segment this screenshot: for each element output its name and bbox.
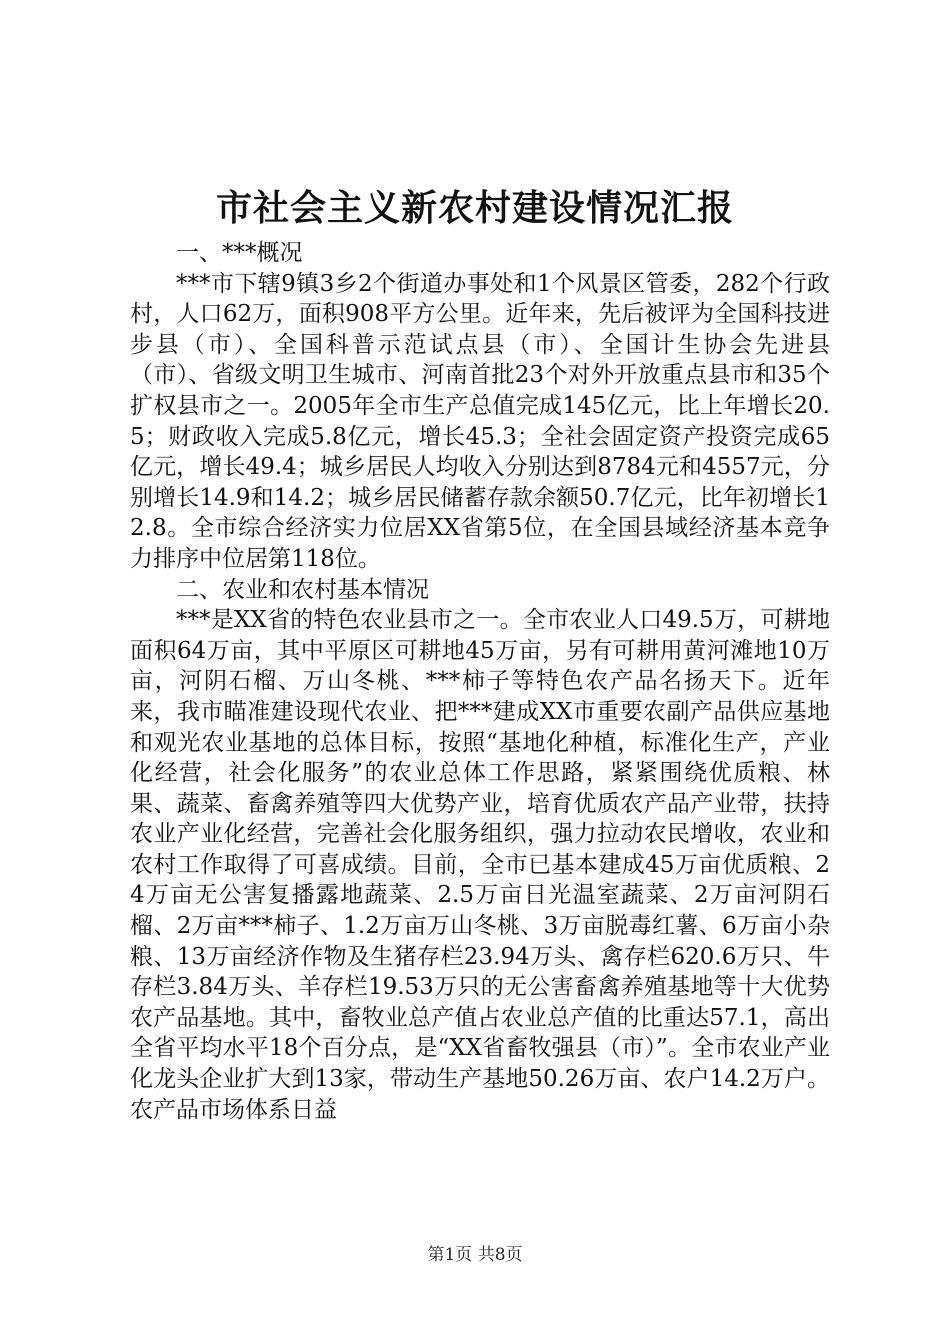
paragraph-overview: ***市下辖9镇3乡2个街道办事处和1个风景区管委，282个行政村，人口62万，面积908平方公里。近年来，先后被评为全国科技进步县（市）、全国科普示范试点县（市）、全国计生协会先进县（市）、省级文明卫生城市、河南首批23个对外开放重点县市和35个扩权县市之一。2005年全市生产总值完成145亿元，比上年增长20.5；财政收入完成5.8亿元，增长45.3；全社会固定资产投资完成65亿元，增长49.4；城乡居民人均收入分别达到8784元和4557元，分别增长14.9和14.2；城乡居民储蓄存款余额50.7亿元，比年初增长12.8。全市综合经济实力位居XX省第5位，在全国县域经济基本竞争力排序中位居第118位。 xyxy=(130,270,830,572)
page-number-footer: 第1页 共8页 xyxy=(427,1245,523,1265)
document-title: 市社会主义新农村建设情况汇报 xyxy=(215,187,734,229)
paragraph-agriculture: ***是XX省的特色农业县市之一。全市农业人口49.5万，可耕地面积64万亩，其中平原区可耕地45万亩，另有可耕用黄河滩地10万亩，河阴石榴、万山冬桃、***柿子等特色农产品名扬天下。近年来，我市瞄准建设现代农业、把***建成XX市重要农副产品供应基地和观光农业基地的总体目标，按照“基地化种植，标准化生产，产业化经营，社会化服务”的农业总体工作思路，紧紧围绕优质粮、林果、蔬菜、畜禽养殖等四大优势产业，培育优质农产品产业带，扶持农业产业化经营，完善社会化服务组织，强力拉动农民增收，农业和农村工作取得了可喜成绩。目前，全市已基本建成45万亩优质粮、24万亩无公害复播露地蔬菜、2.5万亩日光温室蔬菜、2万亩河阴石榴、2万亩***柿子、1.2万亩万山冬桃、3万亩脱毒红薯、6万亩小杂粮、13万亩经济作物及生猪存栏23.94万头、禽存栏620.6万只、牛存栏3.84万头、羊存栏19.53万只的无公害畜禽养殖基地等十大优势农产品基地。其中，畜牧业总产值占农业总产值的比重达57.1，高出全省平均水平18个百分点，是“XX省畜牧强县（市）”。全市农业产业化龙头企业扩大到13家，带动生产基地50.26万亩、农户14.2万户。农产品市场体系日益 xyxy=(130,607,830,1123)
document-body xyxy=(130,238,830,1125)
section-heading-overview: 一、***概况 xyxy=(176,240,303,266)
section-heading-agriculture: 二、农业和农村基本情况 xyxy=(176,576,429,603)
